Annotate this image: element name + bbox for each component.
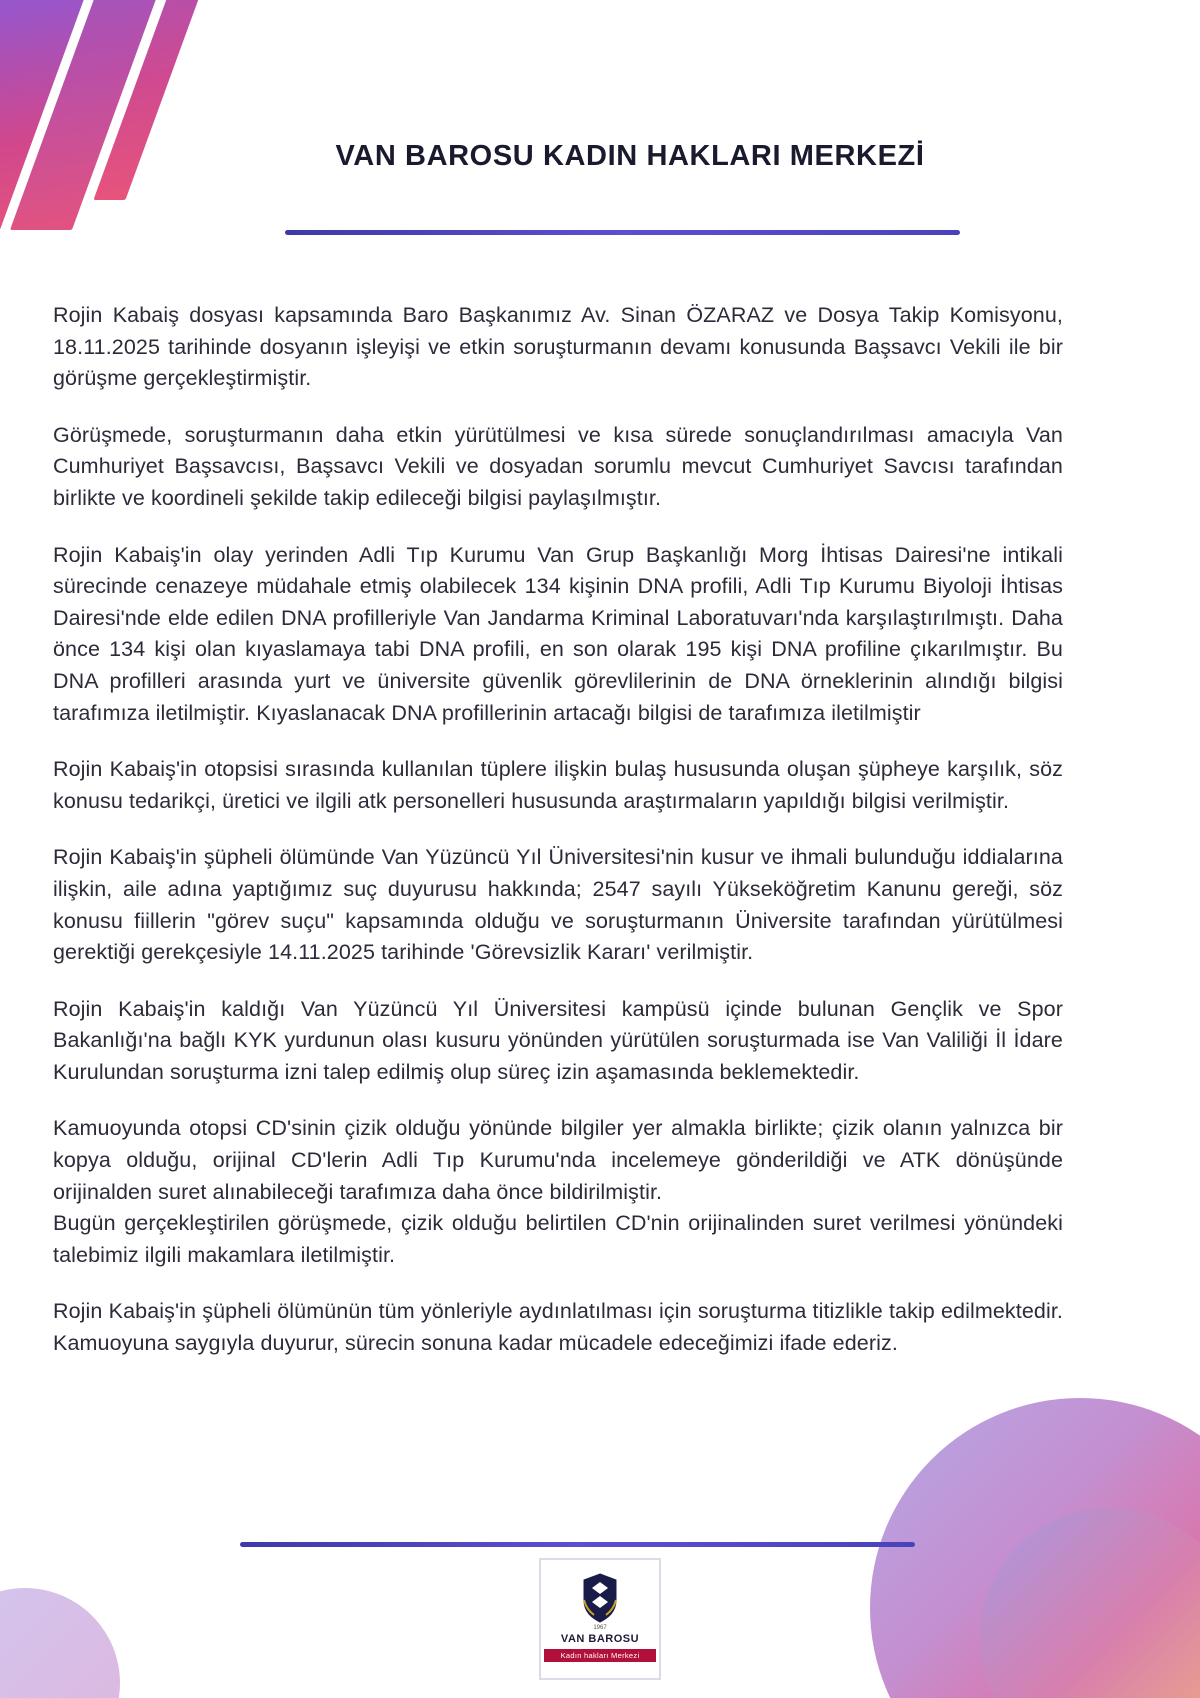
paragraph: Rojin Kabaiş dosyası kapsamında Baro Başkanımız Av. Sinan ÖZARAZ ve Dosya Takip Komisyonu, 18.11.2025 tarihinde dosyanın işleyişi ve etkin soruşturmanın devamı konusunda Başsavcı Vekili ile bir görüşme gerçekleştirmiştir. [53, 303, 1063, 391]
logo-name: VAN BAROSU [560, 1633, 640, 1645]
decorative-circle-bottom-right [870, 1398, 1200, 1698]
paragraph: Rojin Kabaiş'in şüpheli ölümünün tüm yönleriyle aydınlatılması için soruşturma titizlikle takip edilmektedir. Kamuoyuna saygıyla duyurur, sürecin sonuna kadar mücadele edeceğimizi ifade ederiz. [53, 1299, 1063, 1356]
paragraph: Rojin Kabaiş'in kaldığı Van Yüzüncü Yıl Üniversitesi kampüsü içinde bulunan Gençlik ve Spor Bakanlığı'na bağlı KYK yurdunun olası kusuru yönünden yürütülen soruşturmada ise Van Valiliği İl İdare Kurulundan soruşturma izni talep edilmiş olup süreç izin aşamasında beklemektedir. [53, 996, 1063, 1084]
decorative-circle-bottom-right-inner [980, 1508, 1200, 1698]
decorative-circle-bottom-left [0, 1588, 120, 1698]
paragraph: Bugün gerçekleştirilen görüşmede, çizik olduğu belirtilen CD'nin orijinalinden suret verilmesi yönündeki talebimiz ilgili makamlara iletilmiştir. [53, 1211, 1063, 1267]
divider-bottom [240, 1542, 915, 1547]
paragraph: Rojin Kabaiş'in şüpheli ölümünde Van Yüzüncü Yıl Üniversitesi'nin kusur ve ihmali bulunduğu iddialarına ilişkin, aile adına yaptığımız suç duyurusu hakkında; 2547 sayılı Yükseköğretim Kanunu gereği, söz konusu fiillerin "görev suçu" kapsamında olduğu ve soruşturmanın Üniversite tarafından yürütülmesi gerektiği gerekçesiyle 14.11.2025 tarihinde 'Görevsizlik Kararı' verilmiştir. [53, 845, 1063, 965]
page-title: VAN BAROSU KADIN HAKLARI MERKEZİ [335, 140, 925, 172]
decorative-stripe [0, 0, 120, 230]
decorative-stripes-top-left [0, 0, 300, 260]
paragraph: Kamuoyunda otopsi CD'sinin çizik olduğu yönünde bilgiler yer almakla birlikte; çizik olanın yalnızca bir kopya olduğu, orijinal CD'lerin Adli Tıp Kurumu'nda incelemeye gönderildiği ve ATK dönüşünde orijinalden suret alınabileceği tarafımıza daha önce bildirilmiştir. [53, 1116, 1063, 1204]
paragraph: Görüşmede, soruşturmanın daha etkin yürütülmesi ve kısa sürede sonuçlandırılması amacıyla Van Cumhuriyet Başsavcısı, Başsavcı Vekili ve dosyadan sorumlu mevcut Cumhuriyet Savcısı tarafından birlikte ve koordineli şekilde takip edileceği bilgisi paylaşılmıştır. [53, 422, 1063, 510]
paragraph: Rojin Kabaiş'in otopsisi sırasında kullanılan tüplere ilişkin bulaş hususunda oluşan şüpheye karşılık, söz konusu tedarikçi, üretici ve ilgili atk personelleri hususunda araştırmaların yapıldığı bilgisi verilmiştir. [53, 757, 1063, 813]
decorative-stripe [10, 0, 192, 230]
bar-association-emblem-icon [572, 1570, 628, 1626]
document-body [53, 300, 1063, 1385]
divider-top [285, 230, 960, 235]
document-header [0, 140, 1200, 173]
paragraph: Rojin Kabaiş'in olay yerinden Adli Tıp Kurumu Van Grup Başkanlığı Morg İhtisas Dairesi'ne intikali sürecinde cenazeye müdahale etmiş olabilecek 134 kişinin DNA profili, Adli Tıp Kurumu Biyoloji İhtisas Dairesi'nde elde edilen DNA profilleriyle Van Jandarma Kriminal Laboratuvarı'nda karşılaştırılmıştı. Daha önce 134 kişi olan kıyaslamaya tabi DNA profili, en son olarak 195 kişi DNA profiline çıkarılmıştır. Bu DNA profilleri arasında yurt ve üniversite güvenlik görevlilerinin de DNA örneklerinin alındığı bilgisi tarafımıza iletilmiştir. Kıyaslanacak DNA profillerinin artacağı bilgisi de tarafımıza iletilmiştir [53, 542, 1063, 725]
logo-subtitle: Kadın hakları Merkezi [544, 1649, 656, 1662]
van-barosu-logo [539, 1558, 661, 1680]
logo-year: 1967 [593, 1625, 607, 1631]
